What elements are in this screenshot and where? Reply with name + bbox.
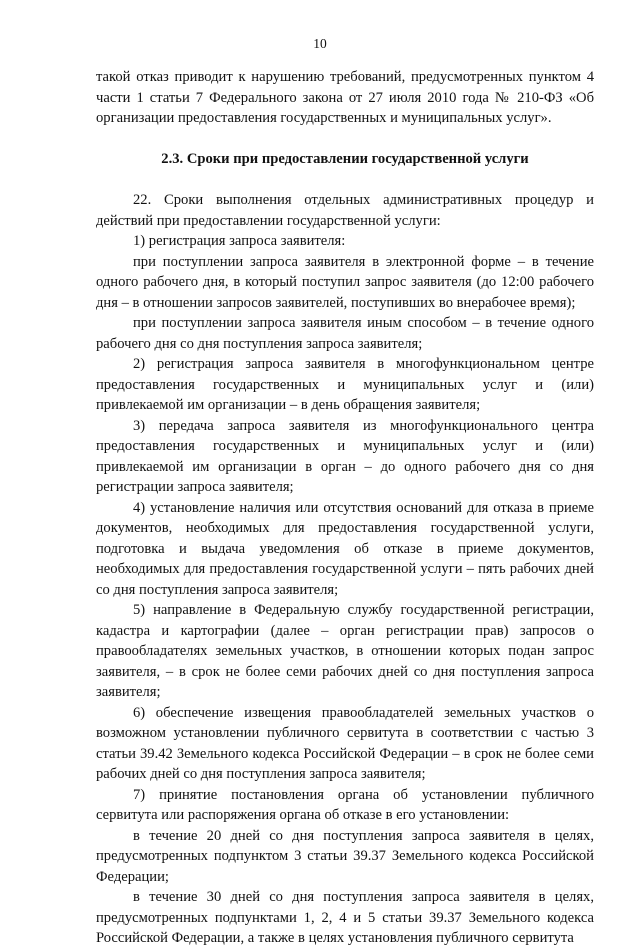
paragraph-item-4: 4) установление наличия или отсутствия оснований для отказа в приеме документов, необходимых для предоставления государственной услуги, подготовка и выдача уведомления об отказе в приеме документов, необходимых для предоставления государственной услуги – пять рабочих дней со дня поступления запроса заявителя; bbox=[96, 499, 594, 598]
paragraph-other-request: при поступлении запроса заявителя иным способом – в течение одного рабочего дня со дня поступления запроса заявителя; bbox=[96, 315, 594, 352]
paragraph-item-1: 1) регистрация запроса заявителя: bbox=[133, 233, 346, 249]
page-number: 10 bbox=[313, 36, 327, 51]
paragraph-item-6: 6) обеспечение извещения правообладателей земельных участков о возможном установлении публичного сервитута в соответствии с частью 3 статьи 39.42 Земельного кодекса Российской Федерации – в срок не более семи рабочих дней со дня поступления запроса заявителя; bbox=[96, 704, 594, 782]
paragraph-30-days: в течение 30 дней со дня поступления запроса заявителя в целях, предусмотренных подпунктами 1, 2, 4 и 5 статьи 39.37 Земельного кодекса Российской Федерации, а также в целях установления публичного сервитута bbox=[96, 889, 594, 946]
intro-paragraph: такой отказ приводит к нарушению требований, предусмотренных пунктом 4 части 1 статьи 7 Федерального закона от 27 июля 2010 года № 210-ФЗ «Об организации предоставления государственных и муниципальных услуг». bbox=[96, 69, 594, 126]
paragraph-22: 22. Сроки выполнения отдельных административных процедур и действий при предоставлении государственной услуги: bbox=[96, 192, 594, 229]
paragraph-item-2: 2) регистрация запроса заявителя в многофункциональном центре предоставления государственных и муниципальных услуг и (или) привлекаемой им организации – в день обращения заявителя; bbox=[96, 356, 594, 413]
paragraph-item-7: 7) принятие постановления органа об установлении публичного сервитута или распоряжения органа об отказе в его установлении: bbox=[96, 786, 594, 823]
paragraph-20-days: в течение 20 дней со дня поступления запроса заявителя в целях, предусмотренных подпунктом 3 статьи 39.37 Земельного кодекса Российской Федерации; bbox=[96, 827, 594, 885]
document-body bbox=[96, 67, 594, 949]
section-heading: 2.3. Сроки при предоставлении государственной услуги bbox=[161, 150, 529, 167]
paragraph-electronic-request: при поступлении запроса заявителя в электронной форме – в течение одного рабочего дня, в который поступил запрос заявителя (до 12:00 рабочего дня – в отношении запросов заявителей, поступивших во внерабочее время); bbox=[96, 253, 594, 311]
paragraph-item-3: 3) передача запроса заявителя из многофункционального центра предоставления государственных и муниципальных услуг и (или) привлекаемой им организации в орган – до одного рабочего дня со дня регистрации запроса заявителя; bbox=[96, 417, 594, 495]
paragraph-item-5: 5) направление в Федеральную службу государственной регистрации, кадастра и картографии (далее – орган регистрации прав) запросов о правообладателях земельных участков, в отношении которых подан запрос заявителя, – в срок не более семи рабочих дней со дня поступления запроса заявителя; bbox=[96, 602, 594, 700]
